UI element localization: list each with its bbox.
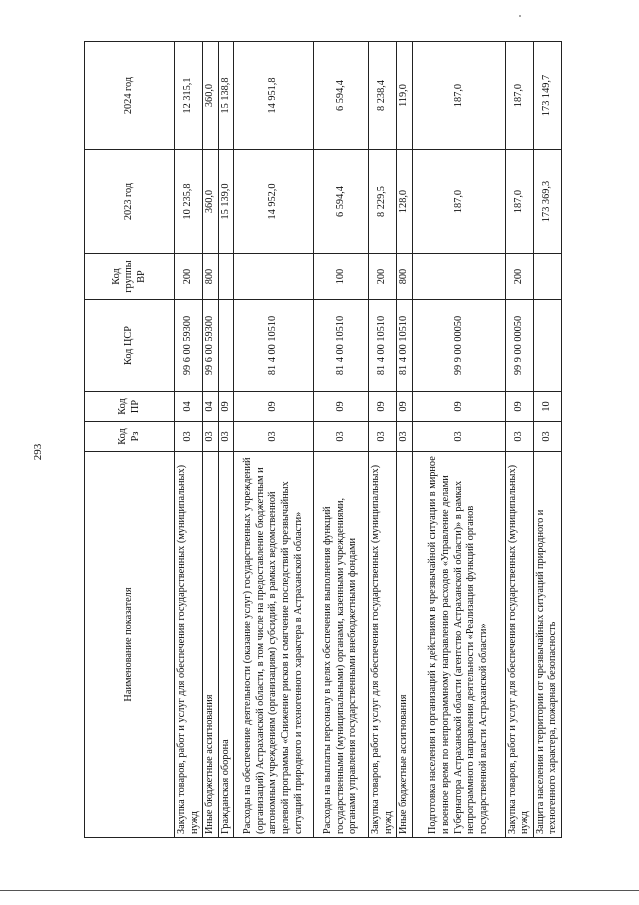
indicator-name: Расходы на обеспечение деятельности (оказание услуг) государственных учреждений (организаций) Астраханской области, в том числе на предоставление бюджетным и автономным учреждениям (организациям) субсидий, в рамках ведомственной целевой программы «Снижение рисков и смягчение последствий чрезвычайных ситуаций природного и техногенного характера в Астраханской области» (234, 452, 314, 838)
scan-speck (519, 15, 521, 17)
value-2024: 119,0 (397, 42, 413, 150)
code-vr (234, 254, 314, 300)
value-2023: 173 369,3 (533, 150, 561, 254)
value-2023: 360,0 (203, 150, 219, 254)
header-code-vr: Код группы ВР (85, 254, 175, 300)
table-header-row (85, 42, 175, 838)
code-csr (218, 300, 234, 392)
value-2024: 187,0 (505, 42, 533, 150)
value-2024: 360,0 (203, 42, 219, 150)
value-2023: 6 594,4 (314, 150, 369, 254)
value-2023: 128,0 (397, 150, 413, 254)
code-rz: 03 (533, 422, 561, 452)
indicator-name: Закупка товаров, работ и услуг для обеспечения государственных (муниципальных) нужд (175, 452, 203, 838)
code-rz: 03 (505, 422, 533, 452)
value-2024: 14 951,8 (234, 42, 314, 150)
table-row (175, 42, 203, 838)
code-csr: 99 6 00 59300 (175, 300, 203, 392)
code-vr: 200 (505, 254, 533, 300)
budget-table-rotated (84, 42, 559, 838)
indicator-name: Подготовка населения и организаций к действиям в чрезвычайной ситуации в мирное и военное время по непрограммному направлению расходов «Управление делами Губернатора Астраханской области (агентство Астраханской области)» в рамках непрограммного направления деятельности «Реализация функций органов государственной власти Астраханской области» (412, 452, 505, 838)
value-2023: 10 235,8 (175, 150, 203, 254)
indicator-name: Иные бюджетные ассигнования (397, 452, 413, 838)
code-pr: 09 (314, 392, 369, 422)
code-rz: 03 (175, 422, 203, 452)
indicator-name: Закупка товаров, работ и услуг для обеспечения государственных (муниципальных) нужд (369, 452, 397, 838)
value-2023: 15 139,0 (218, 150, 234, 254)
code-csr: 81 4 00 10510 (234, 300, 314, 392)
code-csr: 99 9 00 00050 (412, 300, 505, 392)
table-row (412, 42, 505, 838)
code-vr: 800 (397, 254, 413, 300)
code-pr: 09 (505, 392, 533, 422)
header-indicator-name: Наименование показателя (85, 452, 175, 838)
code-pr: 04 (203, 392, 219, 422)
table-row (369, 42, 397, 838)
code-rz: 03 (234, 422, 314, 452)
indicator-name: Расходы на выплаты персоналу в целях обеспечения выполнения функций государственными (муниципальными) органами, казенными учреждениями, органами управления государственными внебюджетными фондами (314, 452, 369, 838)
code-vr (218, 254, 234, 300)
code-vr: 200 (175, 254, 203, 300)
budget-table (84, 41, 562, 838)
indicator-name: Иные бюджетные ассигнования (203, 452, 219, 838)
code-vr: 200 (369, 254, 397, 300)
code-csr (533, 300, 561, 392)
page-bottom-rule (0, 890, 639, 891)
code-pr: 09 (218, 392, 234, 422)
table-row (218, 42, 234, 838)
page-number: 293 (32, 443, 44, 461)
table-row (314, 42, 369, 838)
code-pr: 10 (533, 392, 561, 422)
code-pr: 09 (397, 392, 413, 422)
value-2023: 187,0 (412, 150, 505, 254)
code-vr: 800 (203, 254, 219, 300)
header-code-csr: Код ЦСР (85, 300, 175, 392)
code-csr: 81 4 00 10510 (369, 300, 397, 392)
code-rz: 03 (369, 422, 397, 452)
code-rz: 03 (314, 422, 369, 452)
indicator-name: Закупка товаров, работ и услуг для обеспечения государственных (муниципальных) нужд (505, 452, 533, 838)
header-code-rz: Код Рз (85, 422, 175, 452)
indicator-name: Гражданская оборона (218, 452, 234, 838)
code-vr (533, 254, 561, 300)
value-2024: 15 138,8 (218, 42, 234, 150)
code-rz: 03 (203, 422, 219, 452)
table-row (533, 42, 561, 838)
code-rz: 03 (397, 422, 413, 452)
value-2024: 6 594,4 (314, 42, 369, 150)
code-rz: 03 (218, 422, 234, 452)
header-year-2023: 2023 год (85, 150, 175, 254)
value-2023: 14 952,0 (234, 150, 314, 254)
table-row (397, 42, 413, 838)
code-pr: 09 (412, 392, 505, 422)
value-2023: 8 229,5 (369, 150, 397, 254)
header-code-pr: Код ПР (85, 392, 175, 422)
value-2024: 12 315,1 (175, 42, 203, 150)
code-vr: 100 (314, 254, 369, 300)
table-row (505, 42, 533, 838)
table-row (234, 42, 314, 838)
code-csr: 99 6 00 59300 (203, 300, 219, 392)
value-2024: 187,0 (412, 42, 505, 150)
code-rz: 03 (412, 422, 505, 452)
table-row (203, 42, 219, 838)
code-vr (412, 254, 505, 300)
code-csr: 99 9 00 00050 (505, 300, 533, 392)
value-2024: 173 149,7 (533, 42, 561, 150)
code-csr: 81 4 00 10510 (397, 300, 413, 392)
code-pr: 09 (234, 392, 314, 422)
indicator-name: Защита населения и территории от чрезвычайных ситуаций природного и техногенного характера, пожарная безопасность (533, 452, 561, 838)
header-year-2024: 2024 год (85, 42, 175, 150)
code-pr: 09 (369, 392, 397, 422)
value-2023: 187,0 (505, 150, 533, 254)
code-csr: 81 4 00 10510 (314, 300, 369, 392)
code-pr: 04 (175, 392, 203, 422)
value-2024: 8 238,4 (369, 42, 397, 150)
